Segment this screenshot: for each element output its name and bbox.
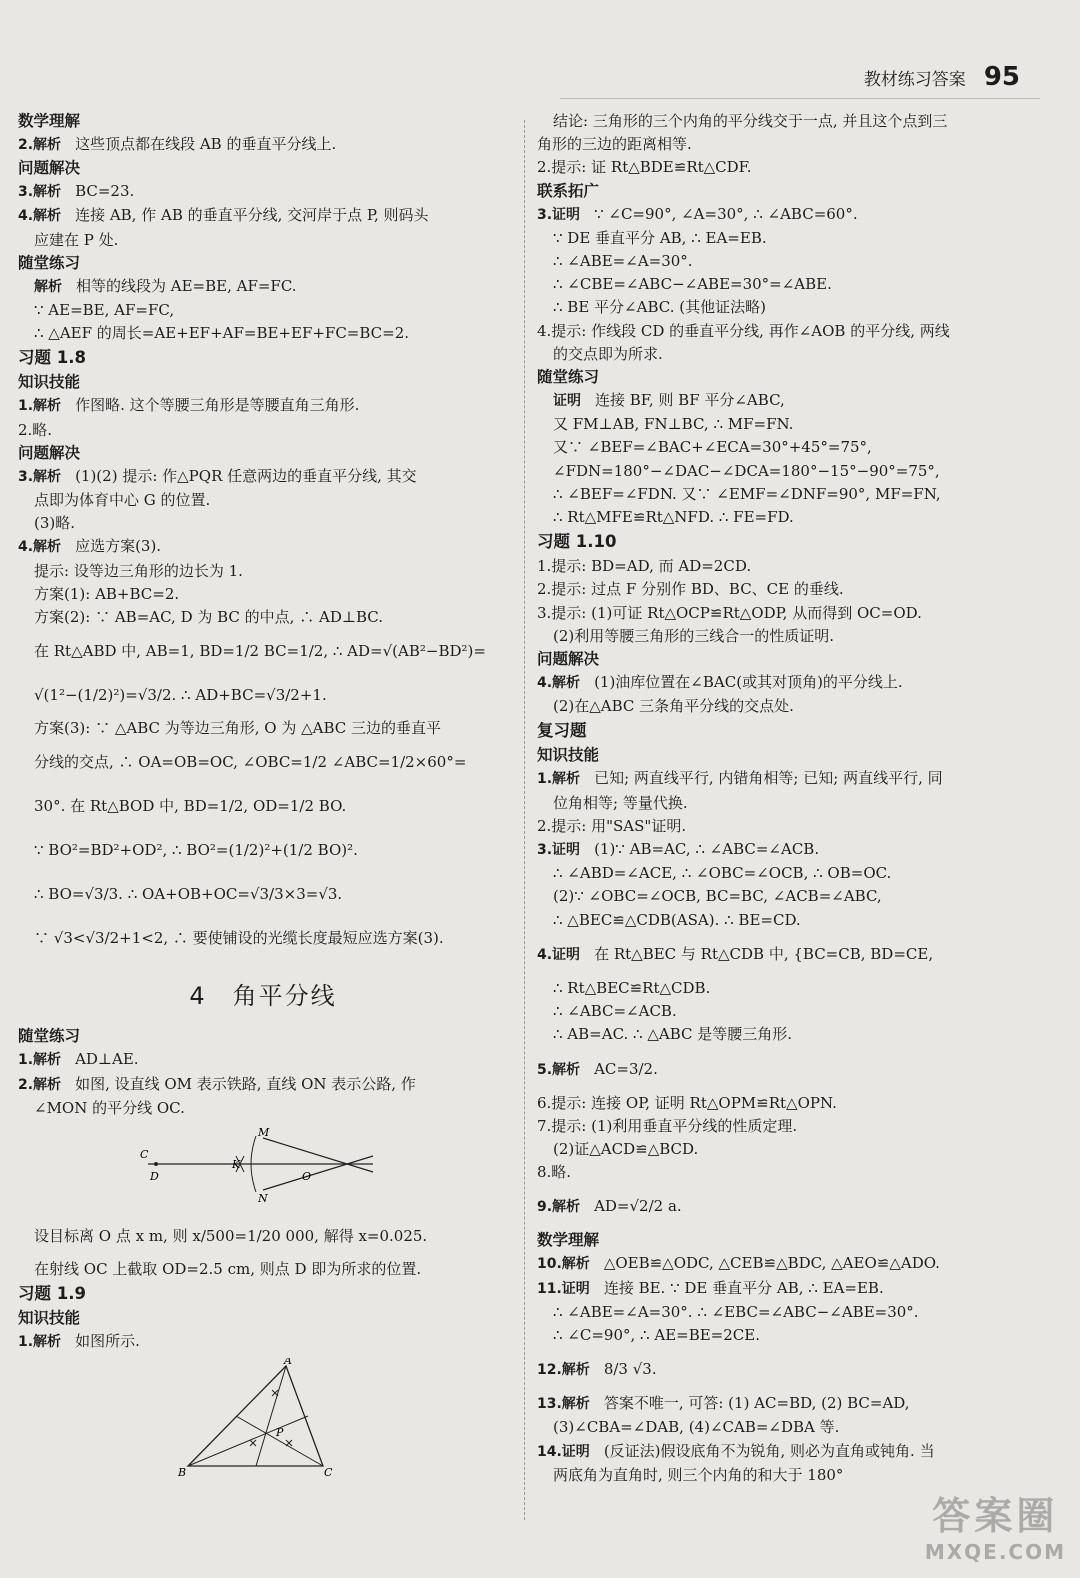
answer-label: 4.解析	[18, 539, 62, 556]
answer-line: 应建在 P 处.	[34, 230, 119, 249]
answer-line: ∴ ∠BEF=∠FDN. 又∵ ∠EMF=∠DNF=90°, MF=FN,	[553, 484, 941, 503]
answer-label: 4.解析	[537, 675, 581, 692]
answer-label: 2.解析	[18, 137, 62, 153]
answer-line	[18, 1330, 508, 1354]
exercise-heading: 习题 1.10	[537, 532, 617, 552]
answer-label: 5.解析	[537, 1061, 581, 1078]
heading: 随堂练习	[537, 368, 600, 387]
left-column	[18, 110, 508, 1488]
label-c2: C	[324, 1466, 333, 1479]
label-c: C	[140, 1148, 149, 1162]
answer-line: (2)∵ ∠OBC=∠OCB, BC=BC, ∠ACB=∠ABC,	[553, 887, 882, 906]
answer-line: √(1²−(1/2)²)=√3/2. ∴ AD+BC=√3/2+1.	[34, 686, 327, 705]
answer-line: 30°. 在 Rt△BOD 中, BD=1/2, OD=1/2 BO.	[34, 797, 347, 816]
heading: 知识技能	[537, 746, 600, 765]
answer-line: 方案(3): ∵ △ABC 为等边三角形, O 为 △ABC 三边的垂直平	[34, 719, 442, 738]
answer-line: 又 FM⊥AB, FN⊥BC, ∴ MF=FN.	[553, 415, 794, 434]
answer-line: ∴ Rt△BEC≌Rt△CDB.	[553, 978, 711, 997]
answer-line: 在射线 OC 上截取 OD=2.5 cm, 则点 D 即为所求的位置.	[34, 1260, 422, 1279]
answer-line	[537, 1277, 1027, 1301]
answer-text: (反证法)假设底角不为锐角, 则必为直角或钝角. 当	[603, 1441, 935, 1460]
answer-label: 3.证明	[537, 842, 581, 859]
answer-line: 2.提示: 过点 F 分别作 BD、BC、CE 的垂线.	[537, 580, 844, 599]
label-b: B	[178, 1466, 187, 1479]
heading: 随堂练习	[18, 1027, 81, 1046]
answer-text: 相等的线段为 AE=BE, AF=FC.	[76, 276, 297, 295]
answer-line	[537, 1184, 1027, 1229]
answer-line: ∴ AB=AC. ∴ △ABC 是等腰三角形.	[553, 1025, 793, 1044]
answer-line	[537, 389, 1027, 413]
page-number: 95	[983, 62, 1020, 92]
answer-text: AC=3/2.	[594, 1059, 658, 1078]
answer-line: (3)略.	[34, 514, 76, 533]
answer-label: 3.解析	[18, 468, 62, 485]
answer-text: 连接 AB, 作 AB 的垂直平分线, 交河岸于点 P, 则码头	[75, 206, 429, 225]
answer-line	[537, 838, 1027, 862]
answer-label: 3.解析	[18, 184, 62, 201]
answer-line: 点即为体育中心 G 的位置.	[34, 491, 211, 510]
answer-label: 10.解析	[537, 1256, 590, 1273]
answer-line: 2.提示: 用"SAS"证明.	[537, 816, 687, 835]
answer-text: 答案不唯一, 可答: (1) AC=BD, (2) BC=AD,	[603, 1394, 910, 1413]
answer-label: 13.解析	[537, 1396, 590, 1413]
heading: 问题解决	[537, 650, 600, 669]
label-p: P	[276, 1426, 284, 1440]
answer-line	[18, 180, 508, 204]
answer-line: 8.略.	[537, 1163, 572, 1182]
answer-label: 3.证明	[537, 206, 581, 223]
answer-line: 结论: 三角形的三个内角的平分线交于一点, 并且这个点到三	[553, 112, 948, 130]
section-title: 4 角平分线	[189, 982, 337, 1011]
answer-line: 1.提示: BD=AD, 而 AD=2CD.	[537, 557, 752, 576]
answer-line: 在 Rt△ABD 中, AB=1, BD=1/2 BC=1/2, ∴ AD=√(AB²−BD²)=	[34, 642, 486, 661]
exercise-heading: 习题 1.8	[18, 348, 86, 368]
answer-line: 提示: 设等边三角形的边长为 1.	[34, 561, 243, 580]
answer-line	[18, 394, 508, 418]
answer-line: ∠FDN=180°−∠DAC−∠DCA=180°−15°−90°=75°,	[553, 461, 940, 480]
watermark-url: MXQE.COM	[924, 1540, 1066, 1564]
answer-label: 1.解析	[537, 771, 581, 788]
answer-text: 如图所示.	[75, 1332, 140, 1351]
answer-line: ∴ ∠ABD=∠ACE, ∴ ∠OBC=∠OCB, ∴ OB=OC.	[553, 864, 892, 883]
answer-line: ∴ BO=√3/3. ∴ OA+OB+OC=√3/3×3=√3.	[34, 885, 343, 904]
answer-text: 连接 BE. ∵ DE 垂直平分 AB, ∴ EA=EB.	[603, 1278, 884, 1297]
answer-line: ∴ BE 平分∠ABC. (其他证法略)	[553, 298, 766, 317]
label-d: D	[150, 1170, 159, 1184]
answer-line	[18, 465, 508, 489]
triangle-bisectors-diagram	[18, 1358, 508, 1478]
answer-line: 设目标离 O 点 x m, 则 x/500=1/20 000, 解得 x=0.025.	[34, 1227, 428, 1246]
heading: 随堂练习	[18, 253, 81, 272]
answer-line: (3)∠CBA=∠DAB, (4)∠CAB=∠DBA 等.	[553, 1418, 840, 1437]
answer-line: 角形的三边的距离相等.	[537, 135, 692, 154]
answer-line: 7.提示: (1)利用垂直平分线的性质定理.	[537, 1116, 798, 1135]
answer-label: 12.解析	[537, 1362, 590, 1379]
answer-label: 1.解析	[18, 1334, 62, 1351]
answer-line	[18, 204, 508, 228]
answer-text: 8/3 √3.	[603, 1360, 657, 1379]
answer-text: (1)油库位置在∠BAC(或其对顶角)的平分线上.	[594, 673, 903, 692]
header-rule	[560, 98, 1040, 99]
answer-line	[18, 133, 508, 157]
answer-label: 9.解析	[537, 1199, 581, 1216]
answer-line: ∵ DE 垂直平分 AB, ∴ EA=EB.	[553, 228, 767, 247]
header-title: 教材练习答案	[863, 70, 966, 90]
answer-text: △OEB≌△ODC, △CEB≌△BDC, △AEO≌△ADO.	[603, 1254, 940, 1273]
label-m: M	[258, 1126, 270, 1140]
answer-line: ∵ AE=BE, AF=FC,	[34, 301, 175, 320]
answer-line	[537, 1392, 1027, 1416]
answer-text: (1)∵ AB=AC, ∴ ∠ABC=∠ACB.	[594, 840, 820, 859]
answer-text: 已知; 两直线平行, 内错角相等; 已知; 两直线平行, 同	[594, 769, 943, 788]
answer-label: 1.解析	[18, 1052, 62, 1069]
answer-line: ∴ ∠ABE=∠A=30°.	[553, 252, 693, 271]
answer-line	[537, 671, 1027, 695]
exercise-heading: 复习题	[537, 721, 587, 741]
answer-line	[537, 1347, 1027, 1392]
answer-label: 2.解析	[18, 1076, 62, 1093]
angle-bisector-figure	[18, 1124, 508, 1208]
answer-label: 1.解析	[18, 398, 62, 415]
answer-line: 方案(2): ∵ AB=AC, D 为 BC 的中点, ∴ AD⊥BC.	[34, 608, 383, 627]
answer-line	[18, 535, 508, 559]
answer-line	[537, 932, 1027, 977]
answer-line: ∴ ∠C=90°, ∴ AE=BE=2CE.	[553, 1325, 760, 1344]
answer-line: 2.略.	[18, 420, 53, 439]
watermark	[925, 1485, 1066, 1564]
answer-label: 4.解析	[18, 208, 62, 225]
answer-line: 3.提示: (1)可证 Rt△OCP≌Rt△ODP, 从而得到 OC=OD.	[537, 603, 922, 622]
answer-label: 11.证明	[537, 1280, 590, 1297]
answer-text: AD⊥AE.	[75, 1050, 139, 1069]
answer-text: ∵ ∠C=90°, ∠A=30°, ∴ ∠ABC=60°.	[594, 204, 858, 223]
answer-line: 4.提示: 作线段 CD 的垂直平分线, 再作∠AOB 的平分线, 两线	[537, 321, 950, 340]
answer-line: 位角相等; 等量代换.	[553, 793, 688, 812]
answer-text: 作图略. 这个等腰三角形是等腰直角三角形.	[75, 396, 360, 415]
answer-text: 连接 BF, 则 BF 平分∠ABC,	[595, 391, 785, 410]
answer-text: 如图, 设直线 OM 表示铁路, 直线 ON 表示公路, 作	[75, 1074, 416, 1093]
answer-line: ∵ BO²=BD²+OD², ∴ BO²=(1/2)²+(1/2 BO)².	[34, 841, 358, 860]
page-header	[864, 62, 1020, 92]
heading: 知识技能	[18, 1309, 81, 1328]
answer-line	[18, 1048, 508, 1072]
answer-line: 的交点即为所求.	[553, 344, 663, 363]
answer-text: (1)(2) 提示: 作△PQR 任意两边的垂直平分线, 其交	[75, 466, 417, 485]
label-k: K	[232, 1158, 241, 1172]
answer-text: 应选方案(3).	[75, 537, 162, 556]
answer-line: ∵ √3<√3/2+1<2, ∴ 要使铺设的光缆长度最短应选方案(3).	[34, 929, 444, 948]
heading: 问题解决	[18, 443, 81, 462]
answer-line: 2.提示: 证 Rt△BDE≌Rt△CDF.	[537, 158, 752, 177]
answer-line: (2)在△ABC 三条角平分线的交点处.	[553, 697, 794, 716]
heading: 联系拓广	[537, 181, 600, 200]
answer-text: AD=√2/2 a.	[594, 1197, 682, 1216]
heading: 数学理解	[537, 1231, 600, 1250]
label-n: N	[258, 1192, 268, 1205]
answer-line: (2)利用等腰三角形的三线合一的性质证明.	[553, 626, 835, 645]
answer-line: ∴ ∠ABE=∠A=30°. ∴ ∠EBC=∠ABC−∠ABE=30°.	[553, 1302, 919, 1321]
answer-line: ∴ ∠ABC=∠ACB.	[553, 1002, 677, 1021]
answer-line: ∴ △AEF 的周长=AE+EF+AF=BE+EF+FC=BC=2.	[34, 324, 410, 343]
heading: 知识技能	[18, 373, 81, 392]
answer-line: 两底角为直角时, 则三个内角的和大于 180°	[553, 1465, 844, 1484]
answer-line	[537, 767, 1027, 791]
heading: 问题解决	[18, 159, 81, 178]
answer-line: 6.提示: 连接 OP, 证明 Rt△OPM≌Rt△OPN.	[537, 1093, 837, 1112]
exercise-heading: 习题 1.9	[18, 1284, 86, 1304]
answer-line	[18, 275, 508, 299]
answer-line: (2)证△ACD≌△BCD.	[553, 1139, 699, 1158]
answer-text: BC=23.	[75, 182, 135, 201]
answer-line: 又∵ ∠BEF=∠BAC+∠ECA=30°+45°=75°,	[553, 438, 872, 457]
column-divider	[524, 120, 525, 1520]
answer-line	[537, 1440, 1027, 1464]
answer-text: 在 Rt△BEC 与 Rt△CDB 中, {BC=CB, BD=CE,	[594, 944, 934, 963]
answer-line: 分线的交点, ∴ OA=OB=OC, ∠OBC=1/2 ∠ABC=1/2×60°=	[34, 753, 467, 772]
answer-line	[537, 1252, 1027, 1276]
heading: 数学理解	[18, 112, 81, 130]
answer-line	[18, 1073, 508, 1097]
answer-label: 14.证明	[537, 1443, 590, 1460]
answer-label: 4.证明	[537, 946, 581, 963]
answer-line	[537, 203, 1027, 227]
answer-line	[537, 1047, 1027, 1092]
answer-line: ∴ ∠CBE=∠ABC−∠ABE=30°=∠ABE.	[553, 275, 832, 294]
right-column	[537, 110, 1027, 1487]
answer-line: ∴ △BEC≌△CDB(ASA). ∴ BE=CD.	[553, 910, 801, 929]
triangle-figure	[18, 1358, 508, 1482]
angle-bisector-diagram	[18, 1124, 508, 1204]
label-o: O	[302, 1170, 312, 1184]
answer-label: 解析	[34, 278, 62, 295]
answer-label: 证明	[553, 393, 581, 410]
answer-text: 这些顶点都在线段 AB 的垂直平分线上.	[75, 135, 337, 153]
answer-line: ∴ Rt△MFE≌Rt△NFD. ∴ FE=FD.	[553, 508, 794, 527]
label-a: A	[284, 1358, 292, 1368]
answer-line: ∠MON 的平分线 OC.	[34, 1098, 185, 1117]
watermark-logo-text: 答案圈	[932, 1494, 1059, 1538]
answer-line: 方案(1): AB+BC=2.	[34, 584, 180, 603]
